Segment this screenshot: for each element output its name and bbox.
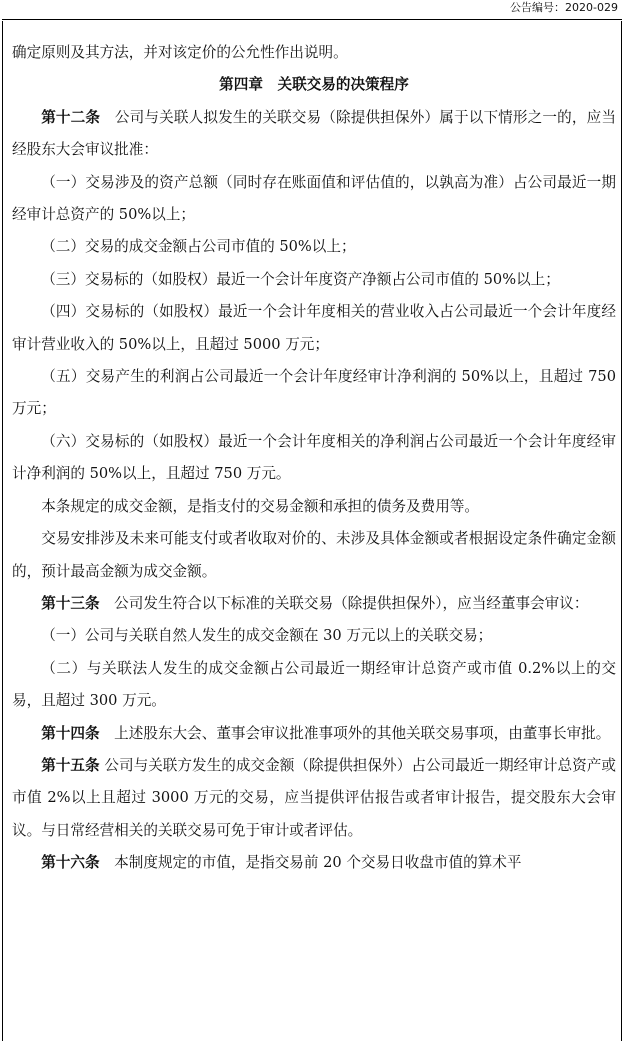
article-12-text: 公司与关联人拟发生的关联交易（除提供担保外）属于以下情形之一的，应当经股东大会审议批准： — [12, 108, 616, 159]
chapter-heading: 第四章 关联交易的决策程序 — [219, 76, 409, 94]
header-divider — [2, 19, 622, 20]
article-12-item-1: （一）交易涉及的资产总额（同时存在账面值和评估值的，以孰高为准）占公司最近一期经审计总资产的 50%以上； — [12, 173, 616, 224]
article-13-label: 第十三条 — [41, 594, 100, 612]
article-12-item-3: （三）交易标的（如股权）最近一个会计年度资产净额占公司市值的 50%以上； — [41, 270, 560, 288]
article-12-label: 第十二条 — [41, 108, 101, 126]
article-15 — [12, 750, 616, 847]
article-12-note-2: 交易安排涉及未来可能支付或者收取对价的、未涉及具体金额或者根据设定条件确定金额的，预计最高金额为成交金额。 — [12, 530, 616, 580]
article-13-text: 公司发生符合以下标准的关联交易（除提供担保外），应当经董事会审议： — [99, 594, 589, 612]
article-13-item-2: （二）与关联法人发生的成交金额占公司最近一期经审计总资产或市值 0.2%以上的交易，且超过 300 万元。 — [12, 659, 616, 710]
paragraph-continued: 确定原则及其方法，并对该定价的公允性作出说明。 — [12, 44, 348, 61]
article-12-item-2: （二）交易的成交金额占公司市值的 50%以上； — [41, 238, 356, 256]
article-16-label: 第十六条 — [41, 854, 100, 872]
article-14-label: 第十四条 — [41, 724, 100, 742]
article-12-item-6: （六）交易标的（如股权）最近一个会计年度相关的净利润占公司最近一个会计年度经审计净利润的 50%以上，且超过 750 万元。 — [12, 432, 616, 483]
article-12-note-1: 本条规定的成交金额，是指支付的交易金额和承担的债务及费用等。 — [41, 497, 480, 515]
article-16 — [12, 847, 616, 879]
article-15-text: 公司与关联方发生的成交金额（除提供担保外）占公司最近一期经审计总资产或市值 2%以上且超过 3000 万元的交易，应当提供评估报告或者审计报告，提交股东大会审议。与日常经营相关的关联交易可免于审计或者评估。 — [12, 756, 616, 839]
article-14-text: 上述股东大会、董事会审议批准事项外的其他关联交易事项，由董事长审批。 — [99, 724, 611, 742]
article-12-item-4: （四）交易标的（如股权）最近一个会计年度相关的营业收入占公司最近一个会计年度经审计营业收入的 50%以上，且超过 5000 万元； — [12, 303, 616, 353]
article-12-item-5: （五）交易产生的利润占公司最近一个会计年度经审计净利润的 50%以上，且超过 750 万元； — [12, 368, 616, 418]
article-15-label: 第十五条 — [41, 756, 100, 774]
notice-number: 公告编号：2020-029 — [510, 1, 618, 14]
article-13-item-1: （一）公司与关联自然人发生的成交金额在 30 万元以上的关联交易； — [41, 627, 493, 645]
article-16-text: 本制度规定的市值，是指交易前 20 个交易日收盘市值的算术平 — [99, 854, 522, 872]
article-14 — [12, 718, 616, 750]
document-body — [12, 37, 616, 880]
article-12 — [12, 102, 616, 167]
article-13 — [12, 588, 616, 620]
